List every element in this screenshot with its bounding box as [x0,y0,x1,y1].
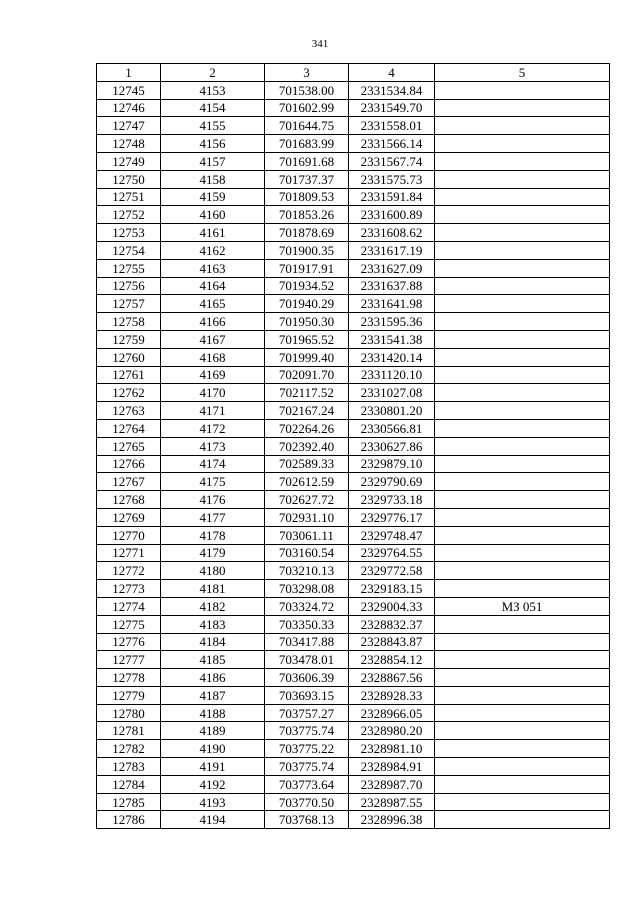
cell-row-number: 12760 [97,348,161,366]
table-row [97,633,610,651]
table-row [97,562,610,580]
cell-y-coordinate: 2330801.20 [349,402,435,420]
table-row [97,473,610,491]
table-row [97,241,610,259]
table-row [97,313,610,331]
table-row [97,740,610,758]
cell-x-coordinate: 703061.11 [265,526,349,544]
cell-y-coordinate: 2331600.89 [349,206,435,224]
cell-x-coordinate: 701683.99 [265,135,349,153]
table-row [97,544,610,562]
coordinates-table [96,63,610,829]
cell-point-number: 4189 [161,722,265,740]
cell-note [435,384,610,402]
cell-row-number: 12771 [97,544,161,562]
table-row [97,651,610,669]
cell-y-coordinate: 2331549.70 [349,99,435,117]
cell-x-coordinate: 703757.27 [265,704,349,722]
table-row [97,170,610,188]
cell-point-number: 4174 [161,455,265,473]
table-row [97,793,610,811]
cell-y-coordinate: 2331575.73 [349,170,435,188]
cell-point-number: 4158 [161,170,265,188]
table-row [97,597,610,615]
cell-point-number: 4178 [161,526,265,544]
cell-note [435,419,610,437]
cell-note [435,811,610,829]
cell-y-coordinate: 2331595.36 [349,313,435,331]
table-row [97,437,610,455]
cell-note [435,526,610,544]
cell-row-number: 12758 [97,313,161,331]
cell-y-coordinate: 2331591.84 [349,188,435,206]
table-row [97,99,610,117]
cell-note [435,669,610,687]
cell-y-coordinate: 2329183.15 [349,580,435,598]
column-header-4: 4 [349,64,435,82]
cell-row-number: 12772 [97,562,161,580]
cell-x-coordinate: 703775.74 [265,722,349,740]
cell-y-coordinate: 2331027.08 [349,384,435,402]
cell-x-coordinate: 703770.50 [265,793,349,811]
cell-point-number: 4185 [161,651,265,669]
cell-note [435,188,610,206]
cell-row-number: 12779 [97,686,161,704]
cell-point-number: 4173 [161,437,265,455]
cell-x-coordinate: 701538.00 [265,81,349,99]
cell-x-coordinate: 701950.30 [265,313,349,331]
cell-row-number: 12783 [97,758,161,776]
cell-note [435,330,610,348]
table-header-row [97,64,610,82]
table-row [97,295,610,313]
cell-x-coordinate: 701809.53 [265,188,349,206]
cell-point-number: 4175 [161,473,265,491]
table-row [97,455,610,473]
cell-y-coordinate: 2330627.86 [349,437,435,455]
cell-note [435,117,610,135]
cell-note [435,491,610,509]
table-row [97,775,610,793]
cell-y-coordinate: 2329879.10 [349,455,435,473]
cell-point-number: 4188 [161,704,265,722]
cell-x-coordinate: 703775.22 [265,740,349,758]
cell-row-number: 12762 [97,384,161,402]
cell-y-coordinate: 2331627.09 [349,259,435,277]
cell-point-number: 4181 [161,580,265,598]
cell-y-coordinate: 2329764.55 [349,544,435,562]
cell-point-number: 4154 [161,99,265,117]
cell-note [435,722,610,740]
cell-point-number: 4171 [161,402,265,420]
table-row [97,81,610,99]
cell-row-number: 12747 [97,117,161,135]
table-row [97,811,610,829]
cell-note [435,437,610,455]
table-row [97,758,610,776]
cell-note [435,259,610,277]
table-row [97,615,610,633]
cell-y-coordinate: 2328854.12 [349,651,435,669]
cell-x-coordinate: 703324.72 [265,597,349,615]
cell-row-number: 12745 [97,81,161,99]
cell-note [435,206,610,224]
cell-row-number: 12766 [97,455,161,473]
cell-x-coordinate: 703768.13 [265,811,349,829]
cell-note [435,277,610,295]
cell-row-number: 12754 [97,241,161,259]
cell-point-number: 4187 [161,686,265,704]
cell-x-coordinate: 702117.52 [265,384,349,402]
cell-note [435,99,610,117]
cell-row-number: 12778 [97,669,161,687]
cell-point-number: 4161 [161,224,265,242]
cell-x-coordinate: 701917.91 [265,259,349,277]
cell-note [435,348,610,366]
table-row [97,669,610,687]
cell-x-coordinate: 703606.39 [265,669,349,687]
cell-y-coordinate: 2331120.10 [349,366,435,384]
cell-row-number: 12768 [97,491,161,509]
cell-note [435,615,610,633]
cell-point-number: 4169 [161,366,265,384]
cell-note [435,366,610,384]
cell-row-number: 12751 [97,188,161,206]
cell-row-number: 12750 [97,170,161,188]
table-row [97,135,610,153]
table-row [97,152,610,170]
cell-x-coordinate: 701934.52 [265,277,349,295]
cell-y-coordinate: 2329733.18 [349,491,435,509]
table-row [97,348,610,366]
cell-row-number: 12748 [97,135,161,153]
cell-row-number: 12775 [97,615,161,633]
cell-y-coordinate: 2331420.14 [349,348,435,366]
cell-point-number: 4186 [161,669,265,687]
cell-x-coordinate: 701602.99 [265,99,349,117]
cell-y-coordinate: 2329772.58 [349,562,435,580]
cell-x-coordinate: 703210.13 [265,562,349,580]
cell-note [435,704,610,722]
cell-point-number: 4182 [161,597,265,615]
cell-y-coordinate: 2331608.62 [349,224,435,242]
table-row [97,277,610,295]
cell-x-coordinate: 701999.40 [265,348,349,366]
cell-note [435,793,610,811]
cell-point-number: 4167 [161,330,265,348]
cell-point-number: 4157 [161,152,265,170]
cell-note [435,170,610,188]
cell-note [435,686,610,704]
table-row [97,330,610,348]
cell-y-coordinate: 2328966.05 [349,704,435,722]
cell-y-coordinate: 2331641.98 [349,295,435,313]
cell-x-coordinate: 703478.01 [265,651,349,669]
column-header-3: 3 [265,64,349,82]
cell-row-number: 12757 [97,295,161,313]
cell-row-number: 12765 [97,437,161,455]
cell-row-number: 12767 [97,473,161,491]
cell-y-coordinate: 2328832.37 [349,615,435,633]
cell-note [435,562,610,580]
cell-note [435,241,610,259]
cell-note [435,473,610,491]
cell-row-number: 12749 [97,152,161,170]
cell-point-number: 4162 [161,241,265,259]
cell-point-number: 4168 [161,348,265,366]
cell-row-number: 12755 [97,259,161,277]
cell-y-coordinate: 2328987.70 [349,775,435,793]
cell-y-coordinate: 2329790.69 [349,473,435,491]
cell-x-coordinate: 702589.33 [265,455,349,473]
column-header-1: 1 [97,64,161,82]
cell-y-coordinate: 2331541.38 [349,330,435,348]
cell-y-coordinate: 2331566.14 [349,135,435,153]
cell-point-number: 4156 [161,135,265,153]
cell-note [435,544,610,562]
cell-x-coordinate: 701691.68 [265,152,349,170]
cell-note [435,758,610,776]
cell-x-coordinate: 701644.75 [265,117,349,135]
cell-note [435,295,610,313]
table-row [97,704,610,722]
cell-y-coordinate: 2328981.10 [349,740,435,758]
cell-row-number: 12774 [97,597,161,615]
table-row [97,419,610,437]
cell-x-coordinate: 701940.29 [265,295,349,313]
cell-row-number: 12782 [97,740,161,758]
cell-point-number: 4190 [161,740,265,758]
cell-point-number: 4180 [161,562,265,580]
cell-note [435,580,610,598]
table-row [97,117,610,135]
cell-row-number: 12753 [97,224,161,242]
cell-x-coordinate: 702627.72 [265,491,349,509]
table-body [97,81,610,828]
cell-note [435,740,610,758]
cell-x-coordinate: 701878.69 [265,224,349,242]
cell-y-coordinate: 2329776.17 [349,508,435,526]
cell-row-number: 12773 [97,580,161,598]
cell-row-number: 12763 [97,402,161,420]
cell-note [435,402,610,420]
cell-row-number: 12764 [97,419,161,437]
cell-note [435,313,610,331]
table-row [97,206,610,224]
cell-y-coordinate: 2328980.20 [349,722,435,740]
cell-point-number: 4184 [161,633,265,651]
cell-x-coordinate: 701900.35 [265,241,349,259]
page-number: 341 [311,38,329,50]
cell-row-number: 12784 [97,775,161,793]
table-row [97,259,610,277]
cell-point-number: 4159 [161,188,265,206]
cell-row-number: 12786 [97,811,161,829]
cell-point-number: 4176 [161,491,265,509]
cell-row-number: 12752 [97,206,161,224]
cell-x-coordinate: 703298.08 [265,580,349,598]
cell-point-number: 4155 [161,117,265,135]
cell-y-coordinate: 2331567.74 [349,152,435,170]
cell-y-coordinate: 2328843.87 [349,633,435,651]
cell-x-coordinate: 701965.52 [265,330,349,348]
cell-point-number: 4192 [161,775,265,793]
cell-point-number: 4194 [161,811,265,829]
cell-y-coordinate: 2328867.56 [349,669,435,687]
table-row [97,686,610,704]
cell-x-coordinate: 702167.24 [265,402,349,420]
table-row [97,224,610,242]
table-row [97,580,610,598]
table-row [97,188,610,206]
cell-point-number: 4163 [161,259,265,277]
cell-row-number: 12759 [97,330,161,348]
cell-x-coordinate: 702931.10 [265,508,349,526]
cell-row-number: 12785 [97,793,161,811]
cell-y-coordinate: 2331617.19 [349,241,435,259]
cell-y-coordinate: 2328987.55 [349,793,435,811]
cell-row-number: 12761 [97,366,161,384]
table-row [97,526,610,544]
cell-note [435,455,610,473]
cell-y-coordinate: 2331558.01 [349,117,435,135]
table-row [97,508,610,526]
cell-x-coordinate: 702091.70 [265,366,349,384]
cell-point-number: 4164 [161,277,265,295]
cell-row-number: 12780 [97,704,161,722]
cell-y-coordinate: 2328928.33 [349,686,435,704]
cell-point-number: 4172 [161,419,265,437]
column-header-5: 5 [435,64,610,82]
cell-x-coordinate: 701853.26 [265,206,349,224]
cell-y-coordinate: 2329004.33 [349,597,435,615]
cell-row-number: 12776 [97,633,161,651]
cell-point-number: 4193 [161,793,265,811]
cell-x-coordinate: 703693.15 [265,686,349,704]
cell-x-coordinate: 701737.37 [265,170,349,188]
cell-y-coordinate: 2329748.47 [349,526,435,544]
cell-x-coordinate: 703417.88 [265,633,349,651]
cell-point-number: 4160 [161,206,265,224]
cell-note [435,508,610,526]
cell-y-coordinate: 2331534.84 [349,81,435,99]
cell-point-number: 4165 [161,295,265,313]
cell-row-number: 12756 [97,277,161,295]
cell-row-number: 12769 [97,508,161,526]
table-row [97,366,610,384]
cell-note [435,152,610,170]
table-row [97,491,610,509]
cell-row-number: 12746 [97,99,161,117]
cell-note [435,224,610,242]
cell-y-coordinate: 2331637.88 [349,277,435,295]
cell-y-coordinate: 2328984.91 [349,758,435,776]
cell-note: МЗ 051 [435,597,610,615]
cell-x-coordinate: 703775.74 [265,758,349,776]
cell-point-number: 4183 [161,615,265,633]
cell-point-number: 4191 [161,758,265,776]
cell-row-number: 12781 [97,722,161,740]
cell-x-coordinate: 702264.26 [265,419,349,437]
cell-x-coordinate: 703773.64 [265,775,349,793]
table-row [97,402,610,420]
cell-x-coordinate: 703350.33 [265,615,349,633]
table-row [97,384,610,402]
cell-row-number: 12770 [97,526,161,544]
cell-x-coordinate: 702392.40 [265,437,349,455]
table-row [97,722,610,740]
cell-note [435,651,610,669]
cell-y-coordinate: 2330566.81 [349,419,435,437]
cell-note [435,81,610,99]
cell-note [435,633,610,651]
cell-note [435,775,610,793]
cell-point-number: 4166 [161,313,265,331]
column-header-2: 2 [161,64,265,82]
cell-note [435,135,610,153]
cell-point-number: 4170 [161,384,265,402]
cell-x-coordinate: 702612.59 [265,473,349,491]
cell-point-number: 4153 [161,81,265,99]
cell-y-coordinate: 2328996.38 [349,811,435,829]
cell-point-number: 4177 [161,508,265,526]
cell-x-coordinate: 703160.54 [265,544,349,562]
cell-row-number: 12777 [97,651,161,669]
cell-point-number: 4179 [161,544,265,562]
